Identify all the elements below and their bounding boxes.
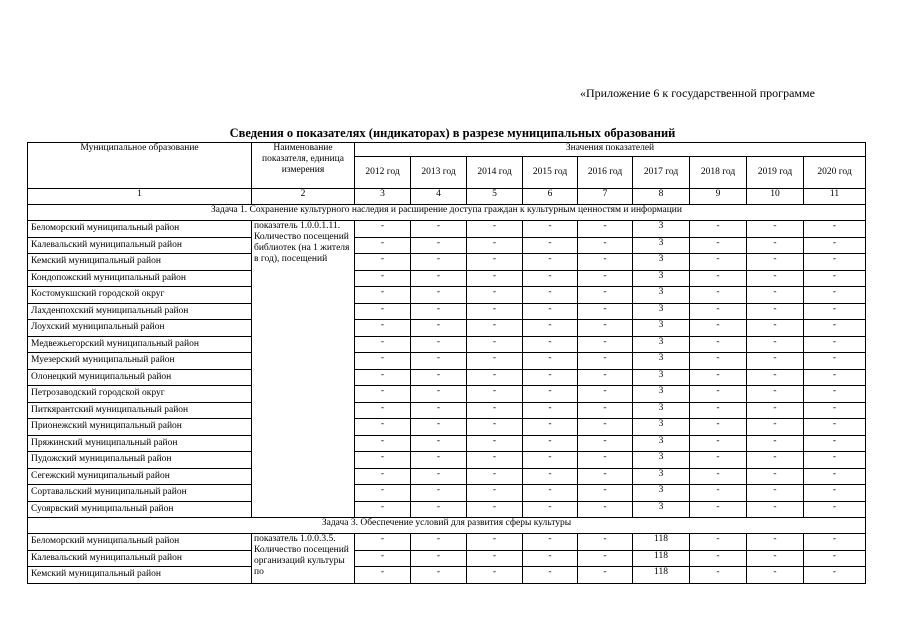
indicator-value: -: [578, 270, 633, 287]
indicator-value: -: [411, 237, 467, 254]
indicator-value: -: [411, 336, 467, 353]
indicator-value: -: [411, 435, 467, 452]
indicator-value: -: [690, 501, 747, 518]
indicator-value: -: [804, 386, 866, 403]
indicator-value: -: [804, 336, 866, 353]
indicator-value: -: [690, 534, 747, 551]
indicator-value: 3: [633, 254, 690, 271]
indicator-value: -: [747, 270, 804, 287]
indicator-value: -: [523, 435, 578, 452]
indicator-value: -: [804, 485, 866, 502]
indicator-value: -: [355, 336, 411, 353]
header-year: 2016 год: [578, 157, 633, 189]
indicator-value: -: [690, 386, 747, 403]
indicator-value: -: [467, 534, 523, 551]
indicator-value: 3: [633, 270, 690, 287]
indicator-value: -: [747, 303, 804, 320]
municipality-name: Пряжинский муниципальный район: [28, 435, 252, 452]
table-row: [28, 254, 866, 271]
indicator-value: -: [747, 435, 804, 452]
indicator-value: -: [355, 501, 411, 518]
indicator-value: -: [690, 369, 747, 386]
indicator-value: -: [523, 550, 578, 567]
municipality-name: Олонецкий муниципальный район: [28, 369, 252, 386]
indicator-value: -: [747, 369, 804, 386]
indicator-value: -: [411, 221, 467, 238]
indicator-value: -: [411, 320, 467, 337]
column-number: 10: [747, 189, 804, 205]
indicator-value: -: [355, 287, 411, 304]
indicator-value: -: [355, 468, 411, 485]
indicator-value: -: [355, 419, 411, 436]
indicator-value: -: [690, 320, 747, 337]
indicator-value: -: [523, 353, 578, 370]
indicator-value: -: [467, 320, 523, 337]
municipality-name: Кемский муниципальный район: [28, 567, 252, 584]
indicator-value: 3: [633, 452, 690, 469]
indicator-value: -: [804, 320, 866, 337]
indicator-name: показатель 1.0.0.3.5. Количество посещений организаций культуры по: [252, 534, 355, 584]
indicator-value: -: [355, 485, 411, 502]
table-row: [28, 435, 866, 452]
indicator-value: -: [804, 534, 866, 551]
indicator-value: -: [747, 254, 804, 271]
indicator-value: -: [523, 402, 578, 419]
table-row: [28, 369, 866, 386]
municipality-name: Питкярантский муниципальный район: [28, 402, 252, 419]
header-municipality: Муниципальное образование: [28, 143, 252, 189]
indicator-value: -: [355, 254, 411, 271]
column-numbers-row: [28, 189, 866, 205]
indicator-value: 3: [633, 369, 690, 386]
table-row: [28, 402, 866, 419]
indicator-value: -: [467, 287, 523, 304]
column-number: 5: [467, 189, 523, 205]
column-number: 2: [252, 189, 355, 205]
indicator-value: -: [355, 435, 411, 452]
table-row: [28, 452, 866, 469]
indicator-value: 118: [633, 534, 690, 551]
indicator-value: -: [747, 550, 804, 567]
indicator-value: -: [690, 237, 747, 254]
task-title: Задача 1. Сохранение культурного наследия и расширение доступа граждан к культурным ценностям и информации: [28, 205, 866, 221]
indicator-value: -: [578, 254, 633, 271]
column-number: 11: [804, 189, 866, 205]
column-number: 9: [690, 189, 747, 205]
indicator-value: -: [747, 567, 804, 584]
indicator-value: 118: [633, 567, 690, 584]
header-year: 2020 год: [804, 157, 866, 189]
table-row: [28, 270, 866, 287]
indicator-value: -: [578, 303, 633, 320]
indicator-value: -: [411, 369, 467, 386]
indicator-value: -: [355, 452, 411, 469]
indicator-value: -: [578, 419, 633, 436]
indicator-value: -: [523, 254, 578, 271]
indicator-value: 118: [633, 550, 690, 567]
municipality-name: Кондопожский муниципальный район: [28, 270, 252, 287]
indicator-value: -: [747, 485, 804, 502]
table-row: [28, 353, 866, 370]
indicator-value: -: [411, 501, 467, 518]
indicator-value: -: [411, 468, 467, 485]
indicator-value: -: [747, 237, 804, 254]
document-title: Сведения о показателях (индикаторах) в разрезе муниципальных образований: [229, 126, 676, 140]
indicator-value: -: [690, 353, 747, 370]
indicator-value: -: [578, 567, 633, 584]
indicator-value: -: [523, 303, 578, 320]
table-row: [28, 468, 866, 485]
column-number: 1: [28, 189, 252, 205]
indicator-value: -: [804, 402, 866, 419]
indicator-value: -: [523, 452, 578, 469]
task-title: Задача 3. Обеспечение условий для развития сферы культуры: [28, 518, 866, 534]
indicator-value: -: [355, 550, 411, 567]
indicator-value: -: [355, 386, 411, 403]
indicator-value: -: [690, 468, 747, 485]
indicator-value: -: [467, 270, 523, 287]
indicator-value: -: [523, 534, 578, 551]
indicator-value: -: [411, 452, 467, 469]
header-year: 2017 год: [633, 157, 690, 189]
indicator-value: -: [690, 402, 747, 419]
indicator-value: -: [578, 320, 633, 337]
header-year: 2013 год: [411, 157, 467, 189]
indicator-value: -: [523, 485, 578, 502]
indicator-value: -: [411, 567, 467, 584]
indicator-value: 3: [633, 320, 690, 337]
indicator-value: -: [467, 336, 523, 353]
indicator-value: -: [578, 336, 633, 353]
municipality-name: Беломорский муниципальный район: [28, 534, 252, 551]
indicator-value: -: [747, 320, 804, 337]
indicator-value: -: [804, 501, 866, 518]
indicator-value: -: [747, 452, 804, 469]
indicator-value: -: [690, 485, 747, 502]
indicator-value: -: [467, 419, 523, 436]
indicators-table: [27, 142, 866, 584]
indicator-value: -: [355, 353, 411, 370]
indicator-value: -: [804, 369, 866, 386]
header-year: 2018 год: [690, 157, 747, 189]
indicator-value: -: [355, 369, 411, 386]
indicator-value: -: [690, 221, 747, 238]
municipality-name: Сегежский муниципальный район: [28, 468, 252, 485]
indicator-value: -: [355, 534, 411, 551]
column-number: 4: [411, 189, 467, 205]
indicator-value: 3: [633, 468, 690, 485]
header-year: 2014 год: [467, 157, 523, 189]
header-year: 2015 год: [523, 157, 578, 189]
indicator-value: 3: [633, 287, 690, 304]
municipality-name: Медвежьегорский муниципальный район: [28, 336, 252, 353]
indicator-value: -: [747, 287, 804, 304]
indicator-value: -: [523, 287, 578, 304]
indicator-value: -: [523, 567, 578, 584]
indicator-value: -: [411, 402, 467, 419]
table-row: [28, 221, 866, 238]
indicator-value: -: [578, 287, 633, 304]
indicator-value: -: [411, 270, 467, 287]
municipality-name: Муезерский муниципальный район: [28, 353, 252, 370]
column-number: 8: [633, 189, 690, 205]
indicator-value: -: [804, 221, 866, 238]
indicator-value: -: [747, 501, 804, 518]
indicator-value: 3: [633, 501, 690, 518]
indicator-value: -: [355, 567, 411, 584]
indicator-value: -: [355, 402, 411, 419]
indicator-value: -: [467, 468, 523, 485]
table-row: [28, 237, 866, 254]
indicator-value: -: [578, 485, 633, 502]
indicator-value: -: [578, 452, 633, 469]
municipality-name: Калевальский муниципальный район: [28, 550, 252, 567]
indicator-value: -: [747, 353, 804, 370]
municipality-name: Пудожский муниципальный район: [28, 452, 252, 469]
indicator-value: -: [690, 270, 747, 287]
table-row: [28, 287, 866, 304]
indicator-value: -: [690, 567, 747, 584]
task-header-row: [28, 518, 866, 534]
indicator-value: 3: [633, 402, 690, 419]
indicator-value: -: [411, 534, 467, 551]
indicator-value: -: [523, 369, 578, 386]
indicator-value: -: [523, 221, 578, 238]
indicator-value: 3: [633, 485, 690, 502]
indicator-value: -: [578, 435, 633, 452]
indicator-value: -: [467, 402, 523, 419]
table-row: [28, 567, 866, 584]
indicator-value: -: [467, 221, 523, 238]
task-header-row: [28, 205, 866, 221]
indicator-value: -: [467, 303, 523, 320]
indicator-value: -: [355, 270, 411, 287]
indicator-value: -: [804, 254, 866, 271]
indicator-value: 3: [633, 435, 690, 452]
indicator-value: -: [804, 468, 866, 485]
header-year: 2019 год: [747, 157, 804, 189]
indicator-value: -: [690, 435, 747, 452]
indicator-value: -: [523, 386, 578, 403]
indicator-value: -: [467, 501, 523, 518]
column-number: 3: [355, 189, 411, 205]
indicator-value: -: [578, 501, 633, 518]
indicator-value: -: [467, 567, 523, 584]
indicator-value: -: [690, 303, 747, 320]
indicator-value: -: [747, 419, 804, 436]
indicator-value: -: [804, 419, 866, 436]
indicator-value: 3: [633, 419, 690, 436]
indicator-value: -: [578, 221, 633, 238]
indicator-value: -: [411, 386, 467, 403]
indicator-value: -: [578, 534, 633, 551]
table-row: [28, 501, 866, 518]
table-row: [28, 534, 866, 551]
indicator-value: -: [411, 419, 467, 436]
indicator-value: -: [355, 320, 411, 337]
indicator-value: -: [411, 287, 467, 304]
indicator-value: -: [578, 550, 633, 567]
indicator-value: -: [467, 550, 523, 567]
indicator-value: -: [578, 386, 633, 403]
indicator-value: 3: [633, 386, 690, 403]
indicator-value: -: [523, 270, 578, 287]
table-row: [28, 386, 866, 403]
header-indicator-name: Наименование показателя, единица измерения: [252, 143, 355, 189]
indicator-value: -: [411, 485, 467, 502]
table-row: [28, 485, 866, 502]
indicator-value: -: [411, 353, 467, 370]
indicator-value: -: [804, 287, 866, 304]
indicator-value: -: [804, 452, 866, 469]
municipality-name: Петрозаводский городской округ: [28, 386, 252, 403]
table-row: [28, 320, 866, 337]
indicator-value: -: [467, 452, 523, 469]
indicator-value: -: [467, 353, 523, 370]
appendix-note: «Приложение 6 к государственной программе: [580, 86, 815, 100]
indicator-value: -: [411, 254, 467, 271]
indicator-value: -: [578, 353, 633, 370]
indicator-value: -: [355, 237, 411, 254]
municipality-name: Лоухский муниципальный район: [28, 320, 252, 337]
table-row: [28, 336, 866, 353]
table-row: [28, 550, 866, 567]
municipality-name: Калевальский муниципальный район: [28, 237, 252, 254]
indicator-value: -: [747, 386, 804, 403]
indicator-value: -: [523, 419, 578, 436]
indicator-value: 3: [633, 237, 690, 254]
municipality-name: Костомукшский городской округ: [28, 287, 252, 304]
indicator-value: -: [411, 303, 467, 320]
indicator-value: -: [690, 550, 747, 567]
indicator-value: -: [467, 237, 523, 254]
indicator-value: -: [411, 550, 467, 567]
municipality-name: Сортавальский муниципальный район: [28, 485, 252, 502]
header-values-group: Значения показателей: [355, 143, 866, 157]
indicator-value: -: [578, 369, 633, 386]
indicator-value: -: [747, 221, 804, 238]
column-number: 7: [578, 189, 633, 205]
indicator-value: -: [804, 303, 866, 320]
indicator-value: 3: [633, 221, 690, 238]
indicator-value: -: [523, 336, 578, 353]
indicator-value: -: [747, 468, 804, 485]
indicator-value: -: [690, 287, 747, 304]
indicator-value: -: [467, 386, 523, 403]
indicator-value: -: [467, 254, 523, 271]
indicator-value: -: [747, 336, 804, 353]
indicator-value: -: [355, 303, 411, 320]
indicator-value: -: [355, 221, 411, 238]
indicator-value: -: [467, 369, 523, 386]
municipality-name: Лахденпохский муниципальный район: [28, 303, 252, 320]
indicator-value: -: [523, 237, 578, 254]
table-row: [28, 303, 866, 320]
indicator-value: -: [690, 419, 747, 436]
municipality-name: Беломорский муниципальный район: [28, 221, 252, 238]
indicator-value: -: [804, 435, 866, 452]
municipality-name: Кемский муниципальный район: [28, 254, 252, 271]
indicator-value: 3: [633, 353, 690, 370]
indicator-value: -: [690, 336, 747, 353]
table-row: [28, 419, 866, 436]
header-year: 2012 год: [355, 157, 411, 189]
indicator-value: -: [804, 270, 866, 287]
indicator-value: -: [578, 237, 633, 254]
indicator-name: показатель 1.0.0.1.11. Количество посещений библиотек (на 1 жителя в год), посещений: [252, 221, 355, 518]
indicator-value: -: [690, 452, 747, 469]
indicator-value: -: [690, 254, 747, 271]
indicator-value: -: [747, 534, 804, 551]
indicator-value: -: [804, 237, 866, 254]
indicator-value: -: [523, 468, 578, 485]
indicator-value: -: [804, 567, 866, 584]
indicator-value: -: [523, 320, 578, 337]
indicator-value: -: [578, 468, 633, 485]
indicator-value: 3: [633, 336, 690, 353]
municipality-name: Суоярвский муниципальный район: [28, 501, 252, 518]
indicator-value: -: [467, 485, 523, 502]
indicator-value: -: [578, 402, 633, 419]
indicator-value: 3: [633, 303, 690, 320]
indicator-value: -: [747, 402, 804, 419]
indicator-value: -: [804, 353, 866, 370]
indicator-value: -: [467, 435, 523, 452]
municipality-name: Прионежский муниципальный район: [28, 419, 252, 436]
indicator-value: -: [804, 550, 866, 567]
column-number: 6: [523, 189, 578, 205]
indicator-value: -: [523, 501, 578, 518]
